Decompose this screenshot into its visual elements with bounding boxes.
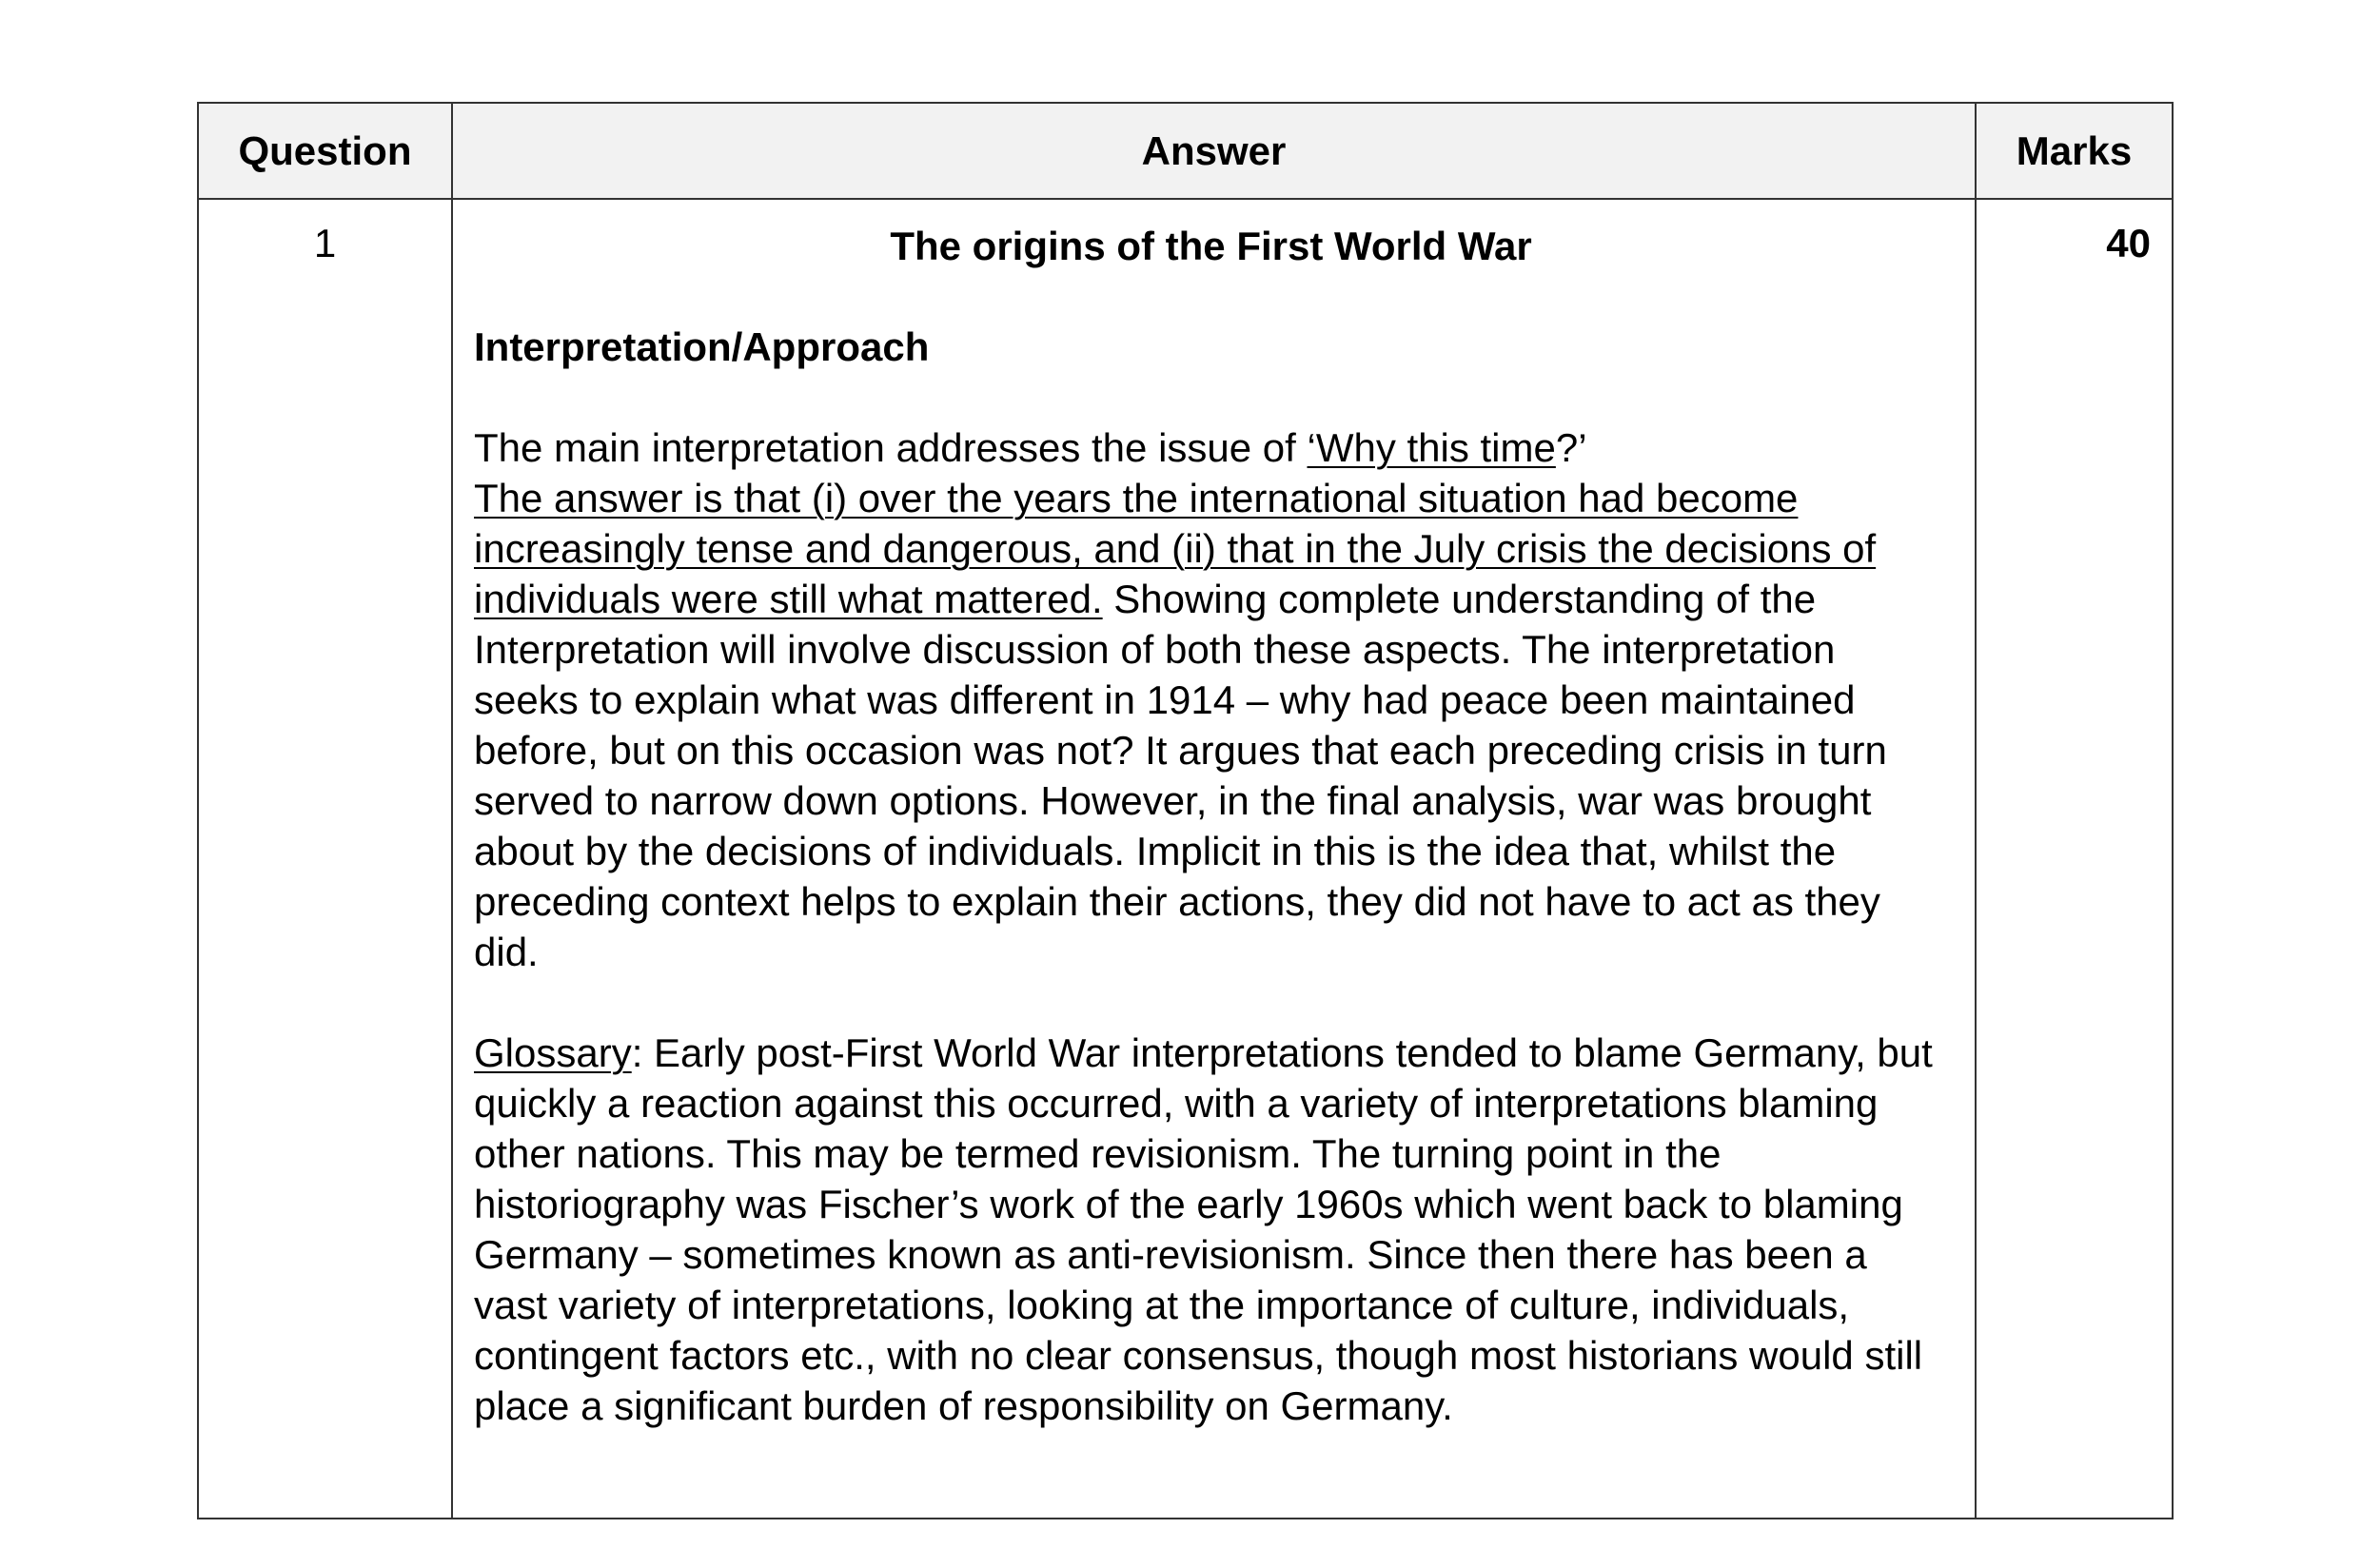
marks-value: 40 [1976,199,2173,1519]
intro-closing-text: ?’ [1555,425,1587,470]
intro-underlined-text: ‘Why this time [1307,425,1556,470]
glossary-paragraph [474,1028,1948,1431]
header-answer: Answer [452,103,1976,199]
interpretation-paragraph [474,422,1948,977]
header-question: Question [198,103,452,199]
table-header-row [198,103,2173,199]
intro-text: The main interpretation addresses the issue of [474,425,1308,470]
answer-body-text: Showing complete understanding of the Interpretation will involve discussion of both these aspects. The interpretation seeks to explain what was different in 1914 – why had peace been maintained before, but on this occasion was not? It argues that each preceding crisis in turn served to narrow down options. However, in the final analysis, war was brought about by the decisions of individuals. Implicit in this is the idea that, whilst the preceding context helps to explain their actions, they did not have to act as they did. [474,577,1887,974]
mark-scheme-table [197,102,2174,1519]
table-row [198,199,2173,1519]
topic-title: The origins of the First World War [890,224,1532,268]
header-marks: Marks [1976,103,2173,199]
glossary-label: Glossary [474,1030,632,1075]
answer-underlined-text: The answer is that (i) over the years the international situation had become increasingly tense and dangerous, and (ii) that in the July crisis the decisions of individuals were still what mattered. [474,476,1877,621]
glossary-text: : Early post-First World War interpretations tended to blame Germany, but quickly a reaction against this occurred, with a variety of interpretations blaming other nations. This may be termed revisionism. The turning point in the historiography was Fischer’s work of the early 1960s which went back to blaming Germany – sometimes known as anti-revisionism. Since then there has been a vast variety of interpretations, looking at the importance of culture, individuals, contingent factors etc., with no clear consensus, though most historians would still place a significant burden of responsibility on Germany. [474,1030,1933,1428]
answer-cell [452,199,1976,1519]
section-heading: Interpretation/Approach [474,324,930,369]
question-number: 1 [198,199,452,1519]
